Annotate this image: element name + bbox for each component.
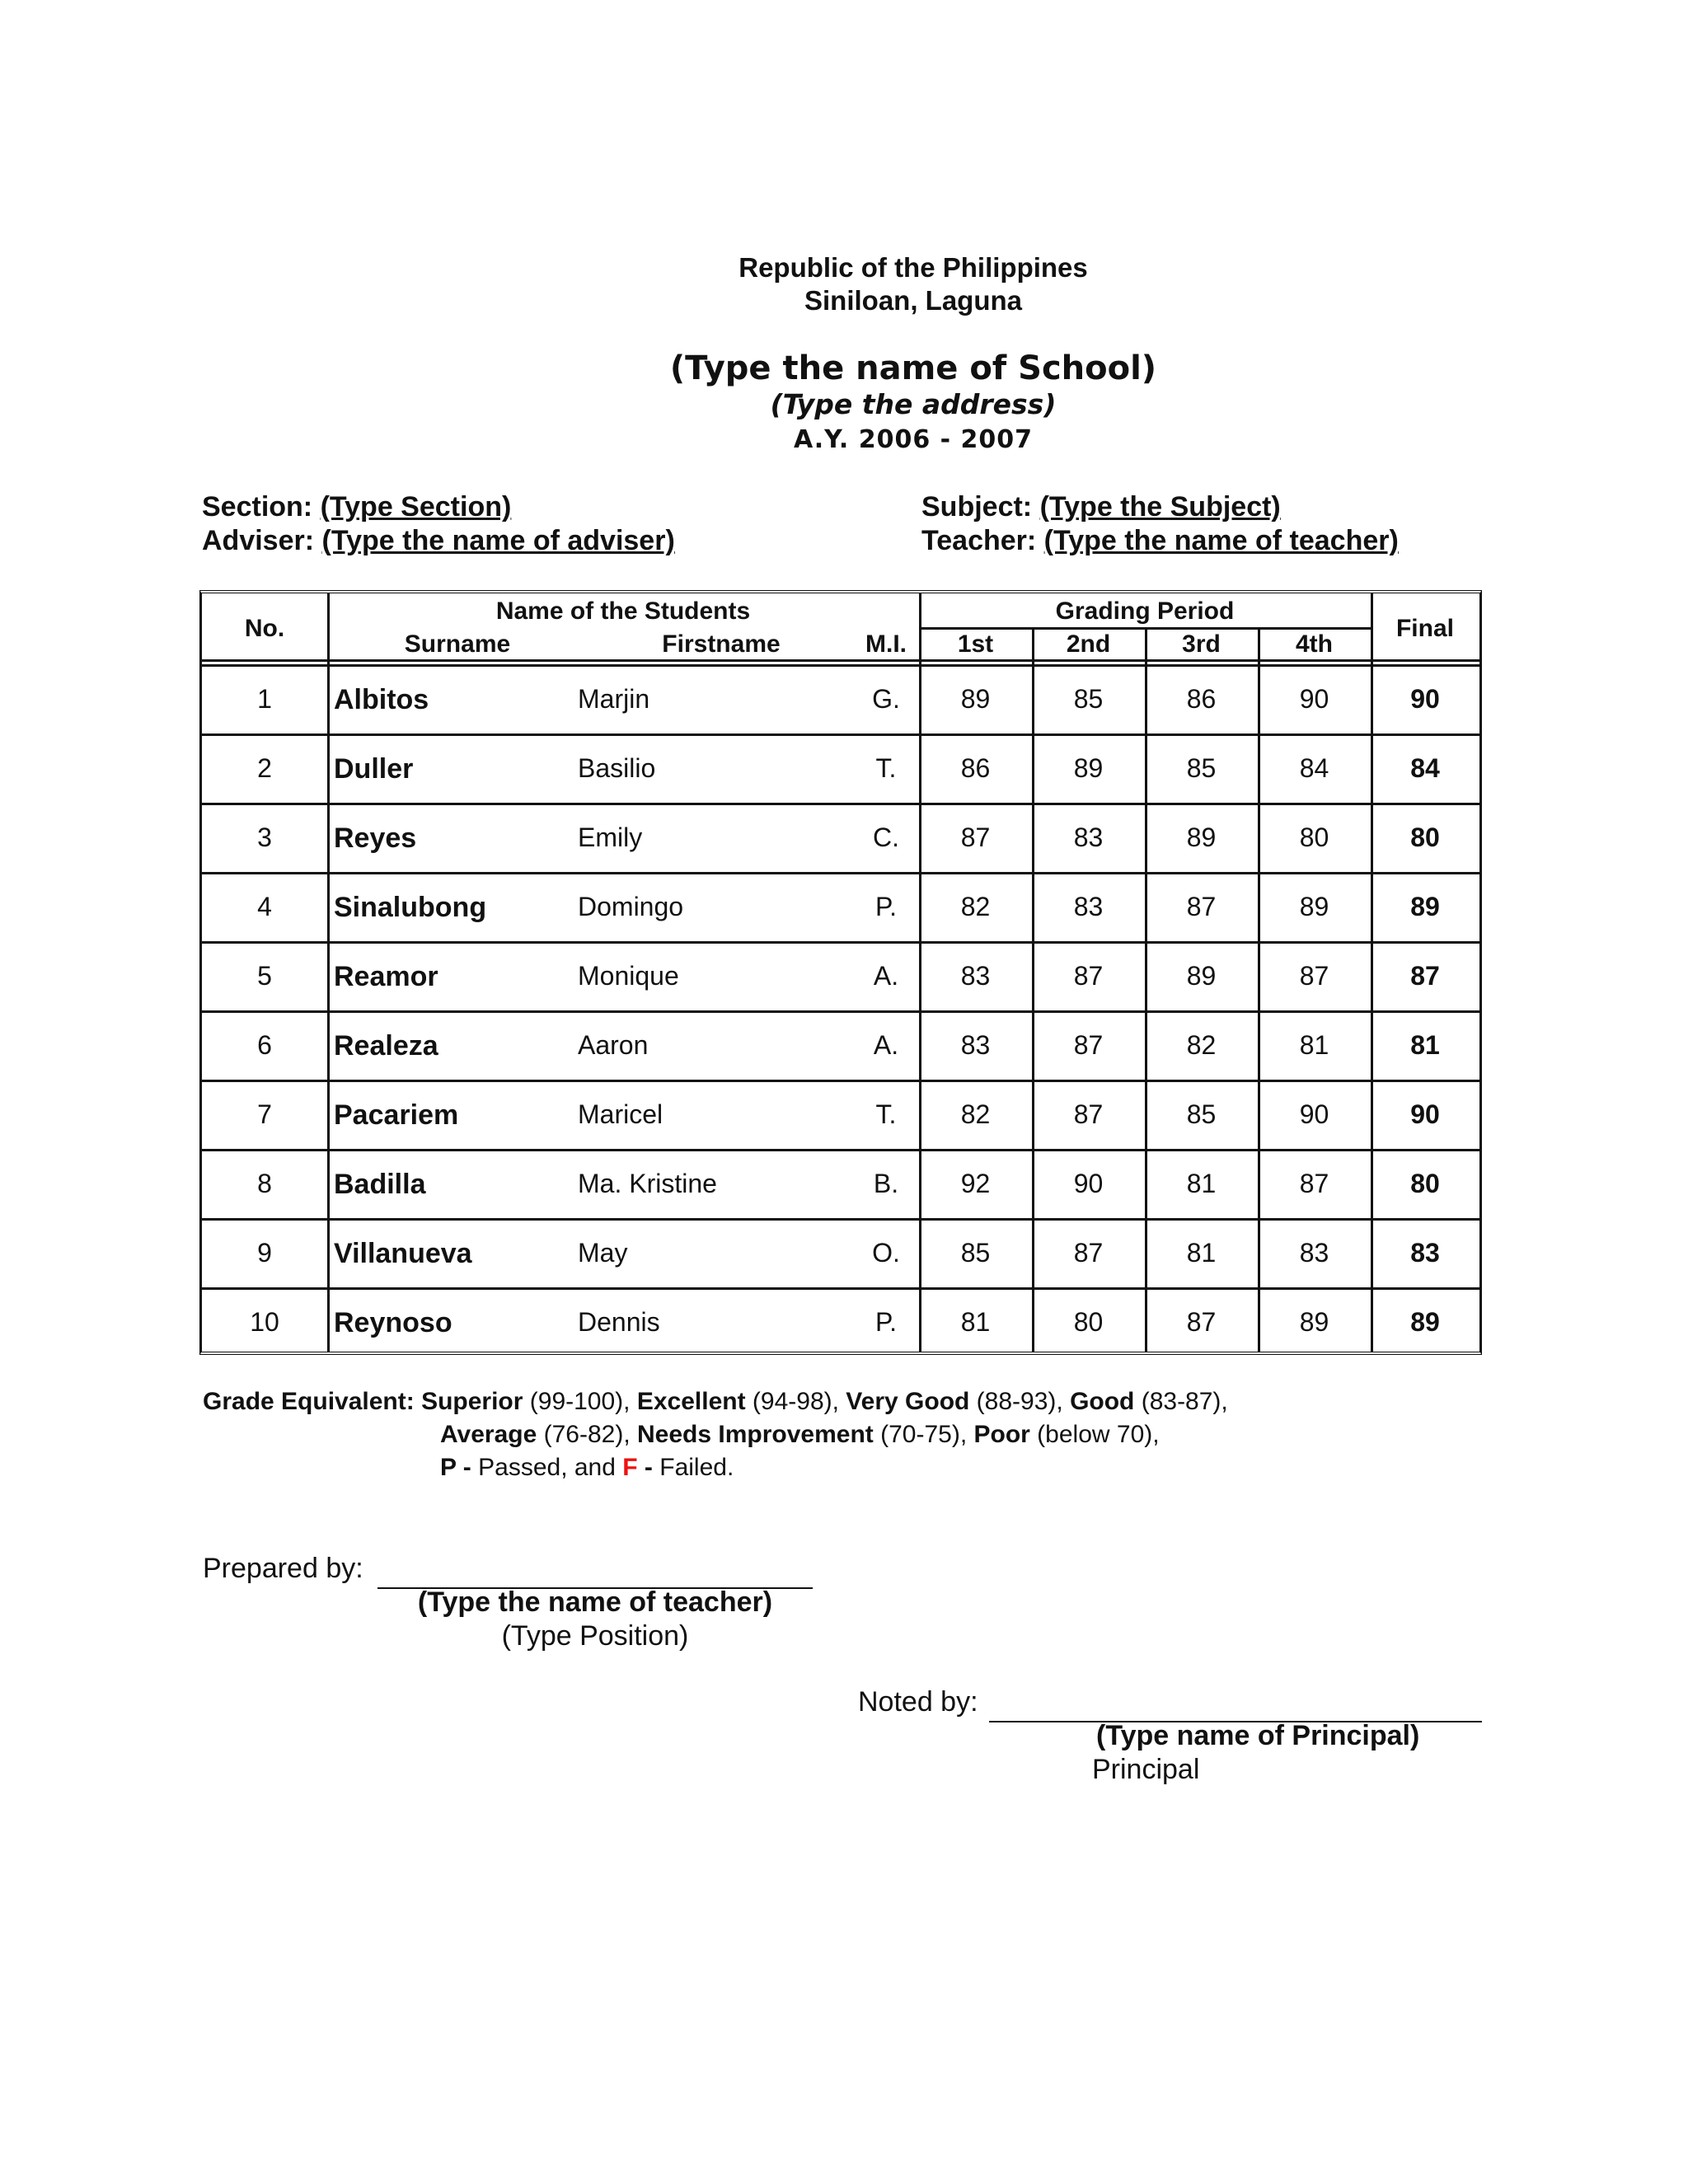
academic-year: A.Y. 2006 - 2007 [793, 425, 1034, 454]
row-firstname: May [578, 1238, 628, 1268]
row-surname: Realeza [334, 1030, 438, 1062]
legend-good-range: (83-87), [1134, 1388, 1228, 1415]
row-firstname: Monique [578, 961, 679, 991]
row-q2: 87 [1073, 961, 1104, 991]
legend-p: P - [440, 1454, 471, 1481]
row-q4: 90 [1299, 684, 1329, 714]
row-mi: A. [873, 961, 899, 991]
principal-title: Principal [1092, 1754, 1200, 1785]
row-mi: C. [873, 823, 899, 852]
row-final: 83 [1410, 1238, 1440, 1268]
row-q3: 86 [1186, 684, 1217, 714]
row-surname: Pacariem [334, 1099, 459, 1131]
row-no: 8 [257, 1169, 272, 1198]
row-q4: 90 [1299, 1099, 1329, 1129]
row-divider [202, 872, 1479, 874]
row-q1: 86 [960, 753, 991, 783]
row-q4: 83 [1299, 1238, 1329, 1268]
prepared-position: (Type Position) [501, 1620, 689, 1652]
section-value: (Type Section) [320, 491, 512, 523]
row-no: 4 [257, 892, 272, 921]
row-final: 90 [1410, 684, 1440, 714]
row-surname: Sinalubong [334, 892, 487, 923]
row-divider [202, 1218, 1479, 1221]
legend-very-good: Very Good [846, 1388, 970, 1415]
legend-poor: Poor [973, 1421, 1030, 1448]
legend-superior: Superior [421, 1388, 523, 1415]
row-divider [202, 941, 1479, 944]
row-no: 7 [257, 1099, 272, 1129]
row-surname: Badilla [334, 1169, 426, 1200]
row-firstname: Dennis [578, 1307, 660, 1337]
prepared-name: (Type the name of teacher) [417, 1586, 773, 1618]
row-q3: 85 [1186, 753, 1217, 783]
row-final: 80 [1410, 823, 1440, 852]
row-surname: Reamor [334, 961, 438, 992]
row-no: 9 [257, 1238, 272, 1268]
row-divider [202, 1287, 1479, 1290]
legend-excellent-range: (94-98), [745, 1388, 846, 1415]
legend-label: Grade Equivalent: [203, 1388, 415, 1415]
row-final: 89 [1410, 1307, 1440, 1337]
row-surname: Albitos [334, 684, 429, 715]
row-mi: A. [873, 1030, 899, 1060]
row-q1: 81 [960, 1307, 991, 1337]
header-rule [202, 659, 1479, 662]
school-name: (Type the name of School) [669, 349, 1157, 387]
row-q3: 87 [1186, 892, 1217, 921]
legend-line-3 [440, 1454, 734, 1482]
row-final: 90 [1410, 1099, 1440, 1129]
row-q4: 89 [1299, 892, 1329, 921]
header-final: Final [1395, 615, 1454, 642]
row-q3: 89 [1186, 823, 1217, 852]
row-mi: G. [872, 684, 900, 714]
row-surname: Reyes [334, 823, 417, 854]
row-mi: P. [874, 892, 898, 921]
legend-good: Good [1070, 1388, 1135, 1415]
header-q1: 1st [957, 630, 994, 658]
legend-very-good-range: (88-93), [969, 1388, 1071, 1415]
row-no: 2 [257, 753, 272, 783]
row-q4: 87 [1299, 1169, 1329, 1198]
row-mi: T. [875, 753, 897, 783]
legend-f-dash: - [637, 1454, 653, 1481]
grading-subrule [919, 627, 1371, 630]
adviser-value: (Type the name of adviser) [321, 525, 675, 556]
row-q2: 83 [1073, 892, 1104, 921]
location-heading: Siniloan, Laguna [804, 285, 1023, 316]
col-divider [327, 593, 330, 1352]
row-no: 10 [250, 1307, 279, 1337]
header-q3: 3rd [1182, 630, 1221, 658]
header-q4: 4th [1296, 630, 1333, 658]
row-final: 81 [1410, 1030, 1440, 1060]
noted-by-label: Noted by: [858, 1686, 978, 1718]
row-q1: 92 [960, 1169, 991, 1198]
school-address: (Type the address) [770, 388, 1057, 420]
teacher-label: Teacher: [921, 525, 1037, 556]
row-q1: 89 [960, 684, 991, 714]
row-surname: Reynoso [334, 1307, 452, 1338]
row-mi: B. [873, 1169, 899, 1198]
row-q3: 81 [1186, 1169, 1217, 1198]
row-final: 87 [1410, 961, 1440, 991]
legend-passed: Passed, and [471, 1454, 623, 1481]
legend-line-1 [203, 1388, 1228, 1416]
legend-average-range: (76-82), [537, 1421, 638, 1448]
row-firstname: Aaron [578, 1030, 649, 1060]
row-q1: 85 [960, 1238, 991, 1268]
header-name-group: Name of the Students [495, 598, 751, 625]
row-q3: 82 [1186, 1030, 1217, 1060]
row-q2: 87 [1073, 1030, 1104, 1060]
row-q2: 90 [1073, 1169, 1104, 1198]
row-firstname: Marjin [578, 684, 650, 714]
row-q4: 80 [1299, 823, 1329, 852]
row-no: 6 [257, 1030, 272, 1060]
row-divider [202, 1149, 1479, 1151]
legend-failed: Failed. [652, 1454, 734, 1481]
row-firstname: Domingo [578, 892, 684, 921]
header-rule [202, 664, 1479, 667]
subject-label: Subject: [921, 491, 1033, 523]
legend-average: Average [440, 1421, 537, 1448]
header-mi: M.I. [865, 630, 907, 658]
row-mi: P. [874, 1307, 898, 1337]
row-q1: 82 [960, 892, 991, 921]
row-q2: 89 [1073, 753, 1104, 783]
row-q2: 85 [1073, 684, 1104, 714]
row-surname: Villanueva [334, 1238, 472, 1269]
row-final: 80 [1410, 1169, 1440, 1198]
section-line [202, 491, 511, 523]
row-firstname: Basilio [578, 753, 656, 783]
legend-f: F [622, 1454, 638, 1481]
prepared-by-label: Prepared by: [203, 1553, 363, 1584]
row-q3: 85 [1186, 1099, 1217, 1129]
row-q1: 83 [960, 961, 991, 991]
row-divider [202, 1010, 1479, 1013]
row-q2: 83 [1073, 823, 1104, 852]
row-q2: 87 [1073, 1238, 1104, 1268]
adviser-label: Adviser: [202, 525, 315, 556]
row-q1: 87 [960, 823, 991, 852]
legend-excellent: Excellent [636, 1388, 746, 1415]
teacher-value: (Type the name of teacher) [1043, 525, 1399, 556]
legend-needs-improvement: Needs Improvement [637, 1421, 874, 1448]
row-final: 84 [1410, 753, 1440, 783]
republic-heading: Republic of the Philippines [738, 252, 1088, 283]
row-firstname: Emily [578, 823, 643, 852]
row-q4: 89 [1299, 1307, 1329, 1337]
row-mi: T. [875, 1099, 897, 1129]
row-firstname: Ma. Kristine [578, 1169, 717, 1198]
grades-table [199, 590, 1482, 1355]
row-no: 3 [257, 823, 272, 852]
row-q4: 81 [1299, 1030, 1329, 1060]
row-q1: 83 [960, 1030, 991, 1060]
row-q3: 87 [1186, 1307, 1217, 1337]
row-no: 1 [257, 684, 272, 714]
row-q4: 84 [1299, 753, 1329, 783]
row-no: 5 [257, 961, 272, 991]
header-grading-group: Grading Period [1055, 598, 1235, 625]
subject-value: (Type the Subject) [1039, 491, 1281, 523]
row-q4: 87 [1299, 961, 1329, 991]
row-mi: O. [872, 1238, 900, 1268]
row-surname: Duller [334, 753, 414, 785]
row-q3: 81 [1186, 1238, 1217, 1268]
row-final: 89 [1410, 892, 1440, 921]
row-q3: 89 [1186, 961, 1217, 991]
legend-poor-range: (below 70), [1029, 1421, 1160, 1448]
legend-superior-range: (99-100), [523, 1388, 637, 1415]
teacher-line [921, 525, 1399, 557]
legend-needs-improvement-range: (70-75), [873, 1421, 974, 1448]
row-q2: 80 [1073, 1307, 1104, 1337]
legend-line-2 [440, 1421, 1160, 1449]
header-q2: 2nd [1066, 630, 1111, 658]
row-firstname: Maricel [578, 1099, 663, 1129]
header-firstname: Firstname [662, 630, 781, 658]
principal-name: (Type name of Principal) [1096, 1720, 1420, 1751]
header-surname: Surname [404, 630, 511, 658]
row-divider [202, 1080, 1479, 1082]
header-no: No. [244, 615, 285, 642]
row-divider [202, 733, 1479, 736]
subject-line [921, 491, 1281, 523]
section-label: Section: [202, 491, 313, 523]
row-q1: 82 [960, 1099, 991, 1129]
adviser-line [202, 525, 675, 557]
row-divider [202, 803, 1479, 805]
row-q2: 87 [1073, 1099, 1104, 1129]
